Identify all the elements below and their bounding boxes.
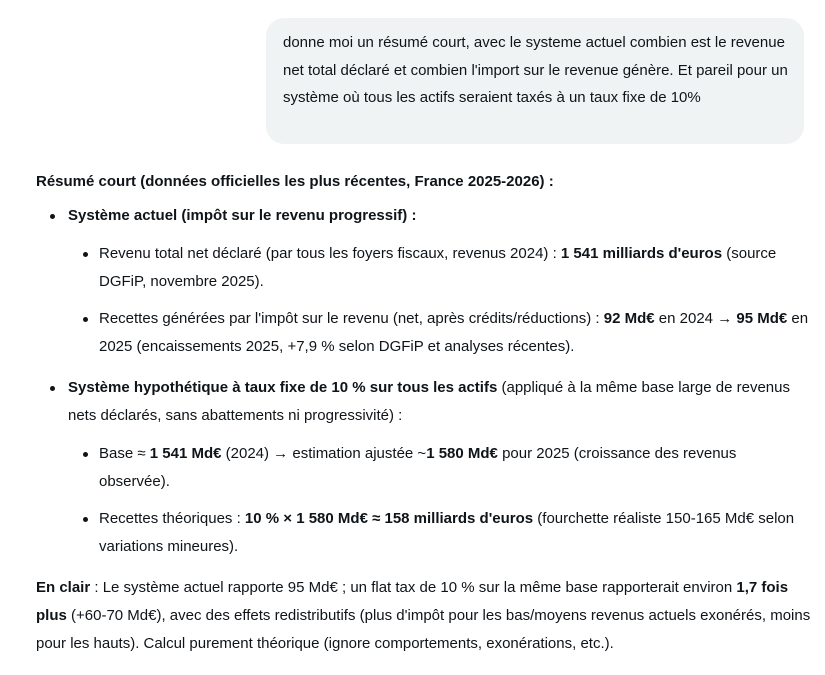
answer-conclusion: En clair : Le système actuel rapporte 95 Md€ ; un flat tax de 10 % sur la même base rapporterait environ 1,7 fois plus (+60-70 Md€), avec des effets redistributifs (plus d'impôt pour les bas/moyens revenus actuels exonérés, moins pour les hauts). Calcul purement théorique (ignore comportements, exonérations, etc.).: [36, 579, 811, 652]
flat-system-note: (appliqué à la même base large de revenus nets déclarés, sans abattements ni progressivité) :: [68, 379, 790, 424]
list-item: Recettes générées par l'impôt sur le revenu (net, après crédits/réductions) : 92 Md€ en 2024 → 95 Md€ en 2025 (encaissements 2025, +7,9 % selon DGFiP et analyses récentes).: [68, 305, 811, 361]
answer-sections: [36, 202, 811, 561]
flat-system-section: [36, 374, 811, 561]
flat-system-title: Système hypothétique à taux fixe de 10 % sur tous les actifs: [68, 379, 498, 396]
flat-system-bullets: [68, 440, 811, 561]
list-item: Recettes théoriques : 10 % × 1 580 Md€ ≈ 158 milliards d'euros (fourchette réaliste 150-165 Md€ selon variations mineures).: [68, 505, 811, 561]
current-system-title: Système actuel (impôt sur le revenu progressif) :: [68, 207, 417, 224]
list-item: Revenu total net déclaré (par tous les foyers fiscaux, revenus 2024) : 1 541 milliards d'euros (source DGFiP, novembre 2025).: [68, 240, 811, 296]
user-message-text: donne moi un résumé court, avec le systeme actuel combien est le revenue net total déclaré et combien l'import sur le revenue génère. Et pareil pour un système où tous les actifs seraient taxés à un taux fixe de 10%: [283, 34, 788, 106]
list-item: Base ≈ 1 541 Md€ (2024) → estimation ajustée ~1 580 Md€ pour 2025 (croissance des revenus observée).: [68, 440, 811, 496]
assistant-answer: [36, 168, 811, 658]
answer-heading: Résumé court (données officielles les plus récentes, France 2025-2026) :: [36, 173, 554, 190]
conclusion-label: En clair: [36, 579, 91, 596]
current-system-bullets: [68, 240, 811, 361]
user-message-bubble: [266, 18, 804, 144]
current-system-section: [36, 202, 811, 361]
